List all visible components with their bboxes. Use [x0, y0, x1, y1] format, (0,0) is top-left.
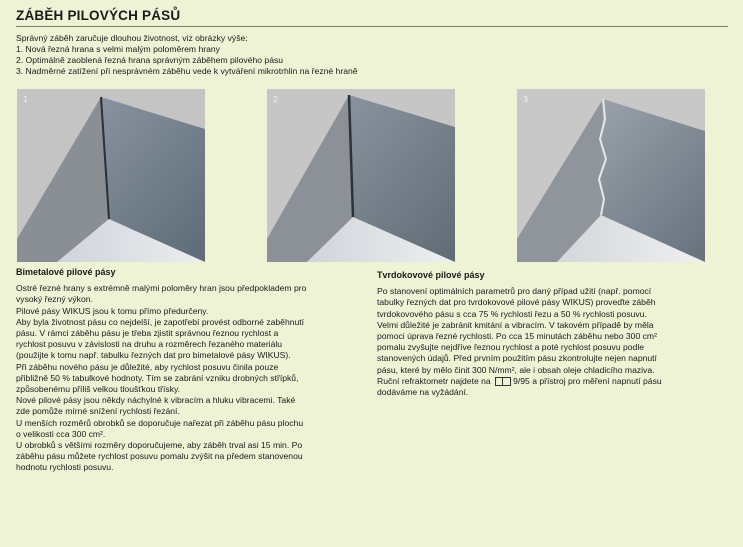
bimetal-line: rychlost posuvu v závislosti na druhu a rozměrech řezaného materiálu: [16, 339, 283, 350]
carbide-section: [377, 270, 662, 398]
bimetal-line: U menších rozměrů obrobků se doporučuje nařezat při záběhu pásu plochu: [16, 417, 304, 428]
carbide-line-part: 9/95 a přístroj pro měření napnutí pásu: [513, 375, 662, 386]
bimetal-line: pásu. V rámci záběhu pásu je třeba zjistit správnou řeznou rychlost a: [16, 328, 279, 339]
carbide-heading: Tvrdokovové pilové pásy: [377, 270, 485, 280]
carbide-line: pomoci úprava řezné rychlosti. Po cca 15 minutách záběhu nebo 300 cm²: [377, 331, 657, 342]
page-title: ZÁBĚH PILOVÝCH PÁSŮ: [16, 8, 181, 23]
carbide-line-with-book: [377, 376, 662, 387]
cutting-edge-image: [517, 89, 705, 262]
cutting-edge-image: [17, 89, 205, 262]
bimetal-line: hodnotu rychlosti posuvu.: [16, 462, 114, 473]
carbide-line-part: Ruční refraktometr najdete na: [377, 375, 491, 386]
bimetal-line: Aby byla životnost pásu co nejdelší, je zapotřebí provést odborné zaběhnutí: [16, 316, 305, 327]
image-number-label: 1: [23, 95, 29, 104]
carbide-line: pomalu zvyšujte nejdříve řeznou rychlost a poté rychlost posuvu podle: [377, 342, 645, 353]
carbide-line: dodáváme na vyžádání.: [377, 387, 469, 398]
bimetal-line: zde pomůže mírné snížení rychlosti řezání.: [16, 406, 180, 417]
book-icon: [495, 377, 511, 386]
carbide-line: tvrdokovového pásu s cca 75 % rychlosti řezu a 50 % rychlosti posuvu.: [377, 308, 647, 319]
cutting-edge-photo-1: [17, 89, 205, 262]
carbide-line: Velmi důležité je zabránit kmitání a vibracím. V takovém případě by měla: [377, 319, 654, 330]
intro-line: Správný záběh zaručuje dlouhou životnost, viz obrázky výše:: [16, 33, 248, 43]
bimetal-line: přibližně 50 % tabulkové hodnoty. Tím se zabrání vzniku drobných střípků,: [16, 372, 299, 383]
image-number-label: 3: [523, 95, 529, 104]
carbide-line: Po stanovení optimálních parametrů pro daný případ užití (např. pomocí: [377, 286, 652, 297]
intro-line: 2. Optimálně zaoblená řezná hrana správným záběhem pilového pásu: [16, 55, 284, 65]
bimetal-heading: Bimetalové pilové pásy: [16, 267, 116, 277]
bimetal-line: Ostré řezné hrany s extrémně malými poloměry hran jsou předpokladem pro: [16, 283, 307, 294]
intro-text: [16, 33, 716, 77]
bimetal-line: vysoký řezný výkon.: [16, 294, 93, 305]
bimetal-line: Při záběhu nového pásu je důležité, aby rychlost posuvu činila pouze: [16, 361, 279, 372]
cutting-edge-image: [267, 89, 455, 262]
intro-line: 1. Nová řezná hrana s velmi malým poloměrem hrany: [16, 44, 220, 54]
intro-line: 3. Nadměrné zatížení při nesprávném záběhu vede k vytváření mikrotrhlin na řezné hraně: [16, 66, 358, 76]
cutting-edge-photo-2: [267, 89, 455, 262]
bimetal-section: [16, 267, 306, 474]
carbide-line: stanovených údajů. Před prvním použitím pásu zkontrolujte nejen napnutí: [377, 353, 657, 364]
bimetal-line: U obrobků s většími rozměry doporučujeme, aby záběh trval asi 15 min. Po: [16, 440, 303, 451]
title-divider: [16, 26, 728, 27]
bimetal-line: (použijte k tomu např. tabulku řezných dat pro bimetalové pásy WIKUS).: [16, 350, 291, 361]
image-number-label: 2: [273, 95, 279, 104]
cutting-edge-photo-3: [517, 89, 705, 262]
carbide-line: tabulky řezných dat pro tvrdokovové pilové pásy WIKUS) proveďte záběh: [377, 297, 656, 308]
bimetal-line: záběhu pásu můžete rychlost posuvu pomalu zvýšit na předem stanovenou: [16, 451, 303, 462]
bimetal-line: o velikosti cca 300 cm².: [16, 428, 106, 439]
bimetal-line: způsobenému příliš velkou tloušťkou třísky.: [16, 384, 181, 395]
carbide-line: pásu, které by mělo činit 300 N/mm², ale i obsah oleje chladicího maziva.: [377, 364, 655, 375]
bimetal-line: Pilové pásy WIKUS jsou k tomu přímo předurčeny.: [16, 305, 209, 316]
bimetal-line: Nové pilové pásy jsou někdy náchylné k vibracím a hluku vibracemi. Také: [16, 395, 296, 406]
